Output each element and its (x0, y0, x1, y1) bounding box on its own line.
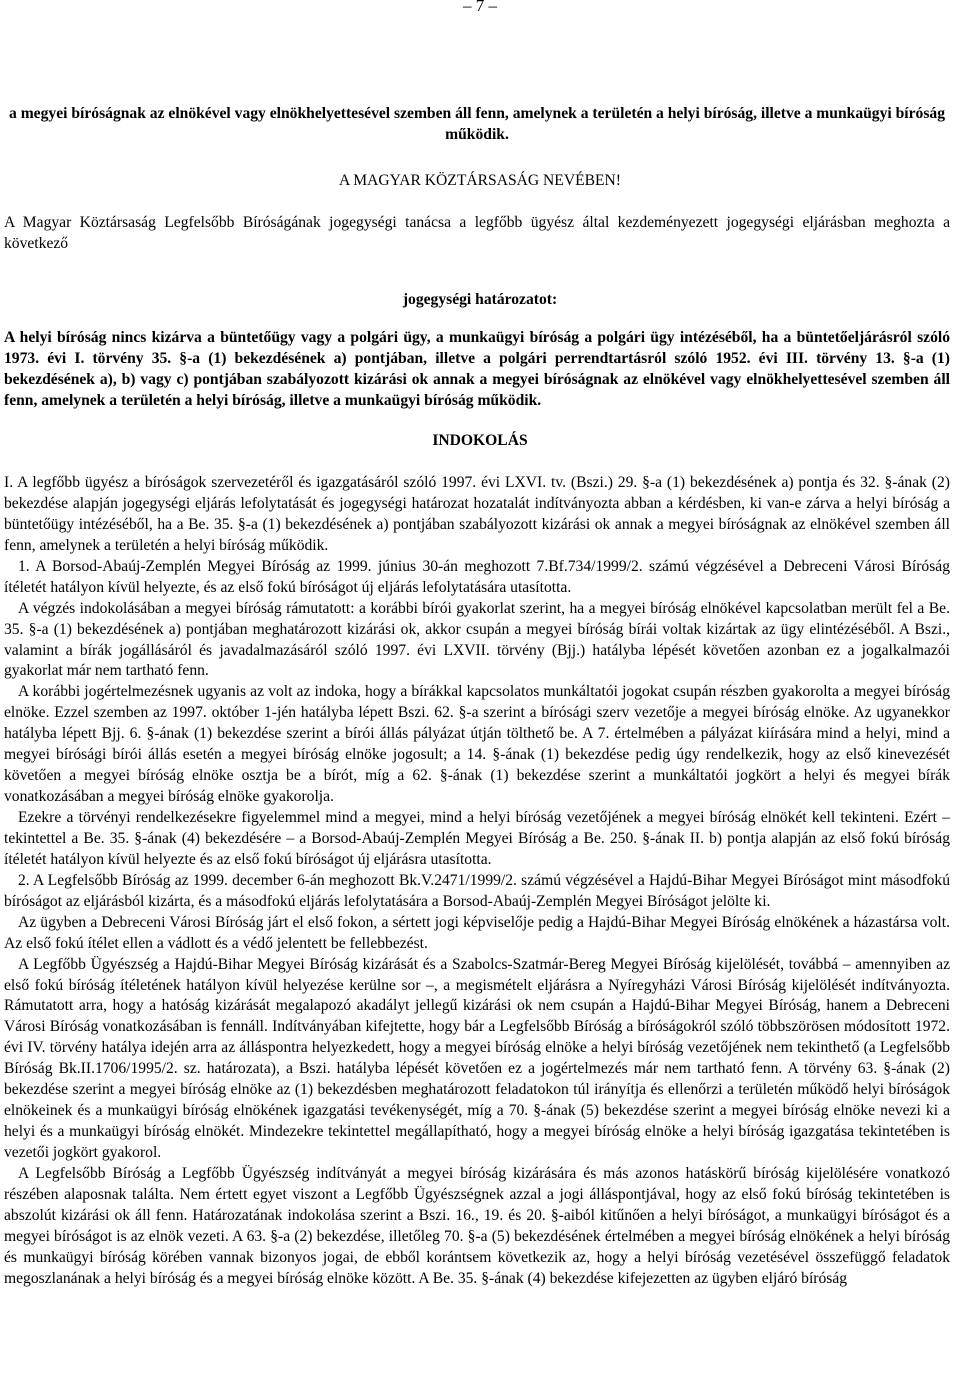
holding-paragraph: A helyi bíróság nincs kizárva a büntetőügy vagy a polgári ügy, a munkaügyi bíróság a polgári ügy intézéséből, ha a büntetőeljárásról szóló 1973. évi I. törvény 35. §-a (1) bekezdésének a) pontjában, illetve a polgári perrendtartásról szóló 1952. évi III. törvény 13. §-a (1) bekezdésének a), b) vagy c) pontjában szabályozott kizárási ok annak a megyei bíróságnak az elnökével vagy elnökhelyettesével szemben áll fenn, amelynek a területén a helyi bíróság, illetve a munkaügyi bíróság működik. (4, 329, 950, 409)
continued-holding-text: a megyei bíróságnak az elnökével vagy elnökhelyettesével szemben áll fenn, amelynek a területén a helyi bíróság, illetve a munkaügyi bíróság működik. (9, 105, 945, 143)
paragraph: Ezekre a törvényi rendelkezésekre figyelemmel mind a megyei, mind a helyi bíróság vezetőjének a megyei bíróság elnökét kell tekinteni. Ezért – tekintettel a Be. 35. §-ának (4) bekezdésére – a Borsod-Abaúj-Zemplén Megyei Bíróság a Be. 250. §-ának II. b) pontja alapján az első fokú bíróság ítéletét hatályon kívül helyezte és az első fokú bíróságot új eljárásra utasította. (4, 809, 950, 868)
paragraph: A korábbi jogértelmezésnek ugyanis az volt az indoka, hogy a bírákkal kapcsolatos munkáltatói jogokat csupán részben gyakorolta a megyei bíróság elnöke. Ezzel szemben az 1997. október 1-jén hatályba lépett Bszi. 62. §-a szerint a bírósági szerv vezetője a megyei bíróság elnöke. Az ugyanekkor hatályba lépett Bjj. 6. §-ának (1) bekezdése szerint a bírói állás pályázat útján tölthető be. A 7. értelmében a pályázat kiírására mind a helyi, mind a megyei bírósági bírói állás esetén a megyei bíróság elnöke jogosult; a 14. §-ának (1) bekezdése pedig úgy rendelkezik, hogy az első kinevezését követően a megyei bíróság elnöke osztja be a bírót, míg a 62. §-ának (1) bekezdése szerint a munkáltatói jogkört a helyi és megyei bírák vonatkozásában a megyei bíróság elnöke gyakorolja. (4, 683, 950, 806)
intro-paragraph: A Magyar Köztársaság Legfelsőbb Bíróságának jogegységi tanácsa a legfőbb ügyész által kezdeményezett jogegységi eljárásban meghozta a következő (4, 214, 950, 252)
paragraph: 1. A Borsod-Abaúj-Zemplén Megyei Bíróság az 1999. június 30-án meghozott 7.Bf.734/1999/2. számú végzésével a Debreceni Városi Bíróság ítéletét hatályon kívül helyezte, és az első fokú bíróságot új eljárás lefolytatására utasította. (4, 557, 950, 596)
paragraph: A Legfelsőbb Bíróság a Legfőbb Ügyészség indítványát a megyei bíróság kizárására és más azonos hatáskörű bíróság kijelölésére vonatkozó részében alaposnak találta. Nem értett egyet viszont a Legfőbb Ügyészségnek azzal a jogi álláspontjával, hogy az első fokú bíróság tekintetében is abszolút kizárási ok áll fenn. Határozatának indokolása szerint a Bszi. 16., 19. és 20. §-aiból kitűnően a helyi bíróságot, a munkaügyi bíróságot és a megyei bíróságot is az elnök vezeti. A 63. §-a (2) bekezdése, illetőleg 70. §-a (5) bekezdésének értelmében a megyei bíróság elnökének a helyi bíróság és munkaügyi bíróság körében vannak bizonyos jogai, de ebből korántsem következik az, hogy a helyi bíróság vezetésével összefüggő feladatok megoszlanának a helyi bíróság és a megyei bíróság elnöke között. A Be. 35. §-ának (4) bekezdése kifejezetten az ügyben eljáró bíróság (4, 1164, 950, 1287)
paragraph: A végzés indokolásában a megyei bíróság rámutatott: a korábbi bírói gyakorlat szerint, ha a megyei bíróság elnökével kapcsolatban merült fel a Be. 35. §-a (1) bekezdésének a) pontjában meghatározott kizárási ok, akkor csupán a megyei bíróság bírái voltak kizártak az ügy elintézéséből. A Bszi., valamint a bírák jogállásáról és javadalmazásáról szóló 1997. évi LXVII. törvény (Bjj.) hatályba lépését követően azonban ez a jogalkalmazói gyakorlat már nem tartható fenn. (4, 599, 950, 680)
paragraph: A Legfőbb Ügyészség a Hajdú-Bihar Megyei Bíróság kizárását és a Szabolcs-Szatmár-Bereg Megyei Bíróság kijelölését, továbbá – amennyiben az első fokú bíróság ítéletének hatályon kívül helyezése kerülne sor –, a megismételt eljárásra a Nyíregyházi Városi Bíróság kijelölését indítványozta. Rámutatott arra, hogy a hatóság kizárását megalapozó akadályt jellegű kizárási ok nem csupán a Hajdú-Bihar Megyei Bíróság, hanem a Debreceni Városi Bíróság vonatkozásában is fennáll. Indítványában kifejtette, hogy bár a Legfelsőbb Bíróság a bíróságokról szóló többszörösen módosított 1972. évi IV. törvény hatálya idején arra az álláspontra helyezkedett, hogy a megyei bíróság elnöke a helyi bíróság vezetőjének nem tekinthető (a Legfelsőbb Bíróság Bk.II.1706/1995/2. sz. határozata), a Bszi. hatályba lépését követően ez a jogértelmezés már nem tartható fenn. A törvény 63. §-ának (2) bekezdése szerint a megyei bíróság elnöke az (1) bekezdésben meghatározott feladatokon túl irányítja és ellenőrzi a területén működő helyi bíróságok elnökeinek és a munkaügyi bíróság elnökének igazgatási tevékenységét, míg a 70. §-ának (5) bekezdése szerint a megyei bíróság elnöke nevezi ki a helyi és a munkaügyi bíróság elnökét. Mindezekre tekintettel megállapítható, hogy a megyei bíróság elnöke a helyi bíróság igazgatása tekintetében is vezetői jogkört gyakorol. (4, 955, 950, 1161)
reasoning-body (4, 473, 950, 1290)
heading-in-the-name-of-republic: A MAGYAR KÖZTÁRSASÁG NEVÉBEN! (339, 172, 621, 189)
page-number: – 7 – (463, 0, 497, 15)
reasoning-title: INDOKOLÁS (432, 432, 528, 449)
paragraph: I. A legfőbb ügyész a bíróságok szervezetéről és igazgatásáról szóló 1997. évi LXVI. tv. (Bszi.) 29. §-a (1) bekezdésének a) pontja és 32. §-ának (2) bekezdése alapján jogegységi eljárás lefolytatását és jogegységi határozat hozatalát indítványozta abban a kérdésben, ki van-e zárva a helyi bíróság a büntetőügy intézéséből, ha a Be. 35. §-a (1) bekezdésének a) pontjában szabályozott kizárási ok annak a megyei bíróságnak az elnökével szemben áll fenn, amelynek a területén a helyi bíróság működik. (4, 474, 950, 554)
paragraph: 2. A Legfelsőbb Bíróság az 1999. december 6-án meghozott Bk.V.2471/1999/2. számú végzésével a Hajdú-Bihar Megyei Bíróságot mint másodfokú bíróságot az eljárásból kizárta, és a másodfokú eljárás lefolytatására a Borsod-Abaúj-Zemplén Megyei Bíróságot jelölte ki. (4, 871, 950, 910)
paragraph: Az ügyben a Debreceni Városi Bíróság járt el első fokon, a sértett jogi képviselője pedig a Hajdú-Bihar Megyei Bíróság elnökének a házastársa volt. Az első fokú ítélet ellen a vádlott és a védő jelentett be fellebbezést. (4, 913, 950, 952)
resolution-title: jogegységi határozatot: (402, 291, 558, 308)
